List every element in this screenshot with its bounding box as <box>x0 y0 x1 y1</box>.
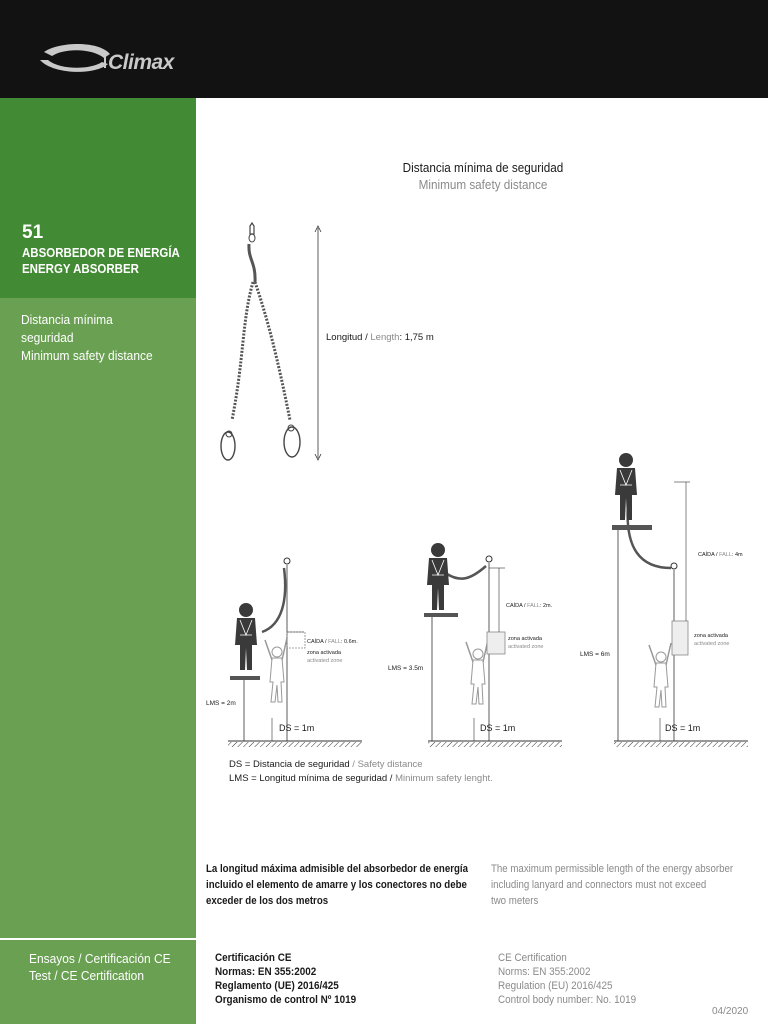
certification-title-en: Test / CE Certification <box>29 968 144 983</box>
legend-lms: LMS = Longitud mínima de seguridad / Minimum safety lenght. <box>229 773 493 784</box>
fall-label-1: CAÍDA / FALL: 0.6m. <box>307 639 358 645</box>
certification-en-line: Norms: EN 355:2002 <box>498 966 591 978</box>
brand-name: Climax <box>108 51 174 74</box>
lanyard-icon <box>221 223 300 460</box>
certification-es <box>215 951 356 1007</box>
note-es-line: incluido el elemento de amarre y los conectores no debe <box>206 879 467 891</box>
diagram-legend <box>229 758 493 786</box>
falling-worker-icon <box>466 640 488 704</box>
scenario-2 <box>388 543 562 747</box>
falling-worker-icon <box>265 638 287 702</box>
legend-ds: DS = Distancia de seguridad / Safety distance <box>229 759 423 770</box>
ground-hatch-icon <box>228 742 362 747</box>
fall-label-3: CAÍDA / FALL: 4m <box>698 552 743 558</box>
ground-hatch-icon <box>428 742 562 747</box>
certification-section-title <box>29 950 171 984</box>
zone-label-en-3: activated zone <box>694 641 730 647</box>
lms-label-2: LMS = 3.5m <box>388 665 424 672</box>
zone-label-en-1: activated zone <box>307 658 343 664</box>
certification-en-line: Control body number: No. 1019 <box>498 994 637 1006</box>
certification-es-line: Certificación CE <box>215 952 292 964</box>
ds-label-3: DS = 1m <box>665 723 701 733</box>
lms-label-1: LMS = 2m <box>206 700 236 707</box>
certification-es-line: Normas: EN 355:2002 <box>215 966 317 978</box>
safety-distance-diagram <box>196 200 768 800</box>
certification-en-line: CE Certification <box>498 952 567 964</box>
worker-figure-icon <box>235 603 257 670</box>
note-es-line: exceder de los dos metros <box>206 895 329 907</box>
section-title-en: Minimum safety distance <box>21 348 153 363</box>
ds-label-2: DS = 1m <box>480 723 516 733</box>
certification-en-line: Regulation (EU) 2016/425 <box>498 980 613 992</box>
page-subtitle: Minimum safety distance <box>418 177 548 192</box>
falling-worker-icon <box>649 643 671 707</box>
zone-label-2: zona activada <box>508 636 542 642</box>
lms-label-3: LMS = 6m <box>580 651 610 658</box>
section-title-es-1: Distancia mínima <box>21 312 113 327</box>
note-en-line: including lanyard and connectors must not exceed <box>491 879 707 891</box>
worker-figure-icon <box>427 543 449 610</box>
note-en-line: two meters <box>491 895 539 907</box>
product-title-es: ABSORBEDOR DE ENERGÍA <box>22 246 180 260</box>
ds-label-1: DS = 1m <box>279 723 315 733</box>
worker-figure-icon <box>615 453 637 520</box>
section-title <box>21 311 153 365</box>
product-number: 51 <box>22 222 44 243</box>
note-en <box>491 861 746 909</box>
scenario-3 <box>580 453 748 747</box>
note-en-line: The maximum permissible length of the energy absorber <box>491 863 734 875</box>
fall-label-2: CAÍDA / FALL: 2m. <box>506 603 553 609</box>
sidebar-divider <box>0 938 196 940</box>
note-es <box>206 861 468 909</box>
certification-title-es: Ensayos / Certificación CE <box>29 951 171 966</box>
zone-label-3: zona activada <box>694 633 728 639</box>
length-label: Longitud / Length: 1,75 m <box>326 332 434 343</box>
ground-hatch-icon <box>614 742 748 747</box>
section-title-es-2: seguridad <box>21 330 74 345</box>
document-date: 04/2020 <box>712 1006 749 1017</box>
product-title <box>22 245 180 277</box>
page-title: Distancia mínima de seguridad <box>402 160 564 175</box>
certification-en <box>498 951 636 1007</box>
certification-es-line: Organismo de control Nº 1019 <box>215 994 357 1006</box>
zone-label-en-2: activated zone <box>508 644 544 650</box>
certification-es-line: Reglamento (UE) 2016/425 <box>215 980 339 992</box>
product-title-en: ENERGY ABSORBER <box>22 262 139 276</box>
scenario-1 <box>206 558 362 747</box>
note-es-line: La longitud máxima admisible del absorbedor de energía <box>206 863 468 875</box>
zone-label-1: zona activada <box>307 650 341 656</box>
